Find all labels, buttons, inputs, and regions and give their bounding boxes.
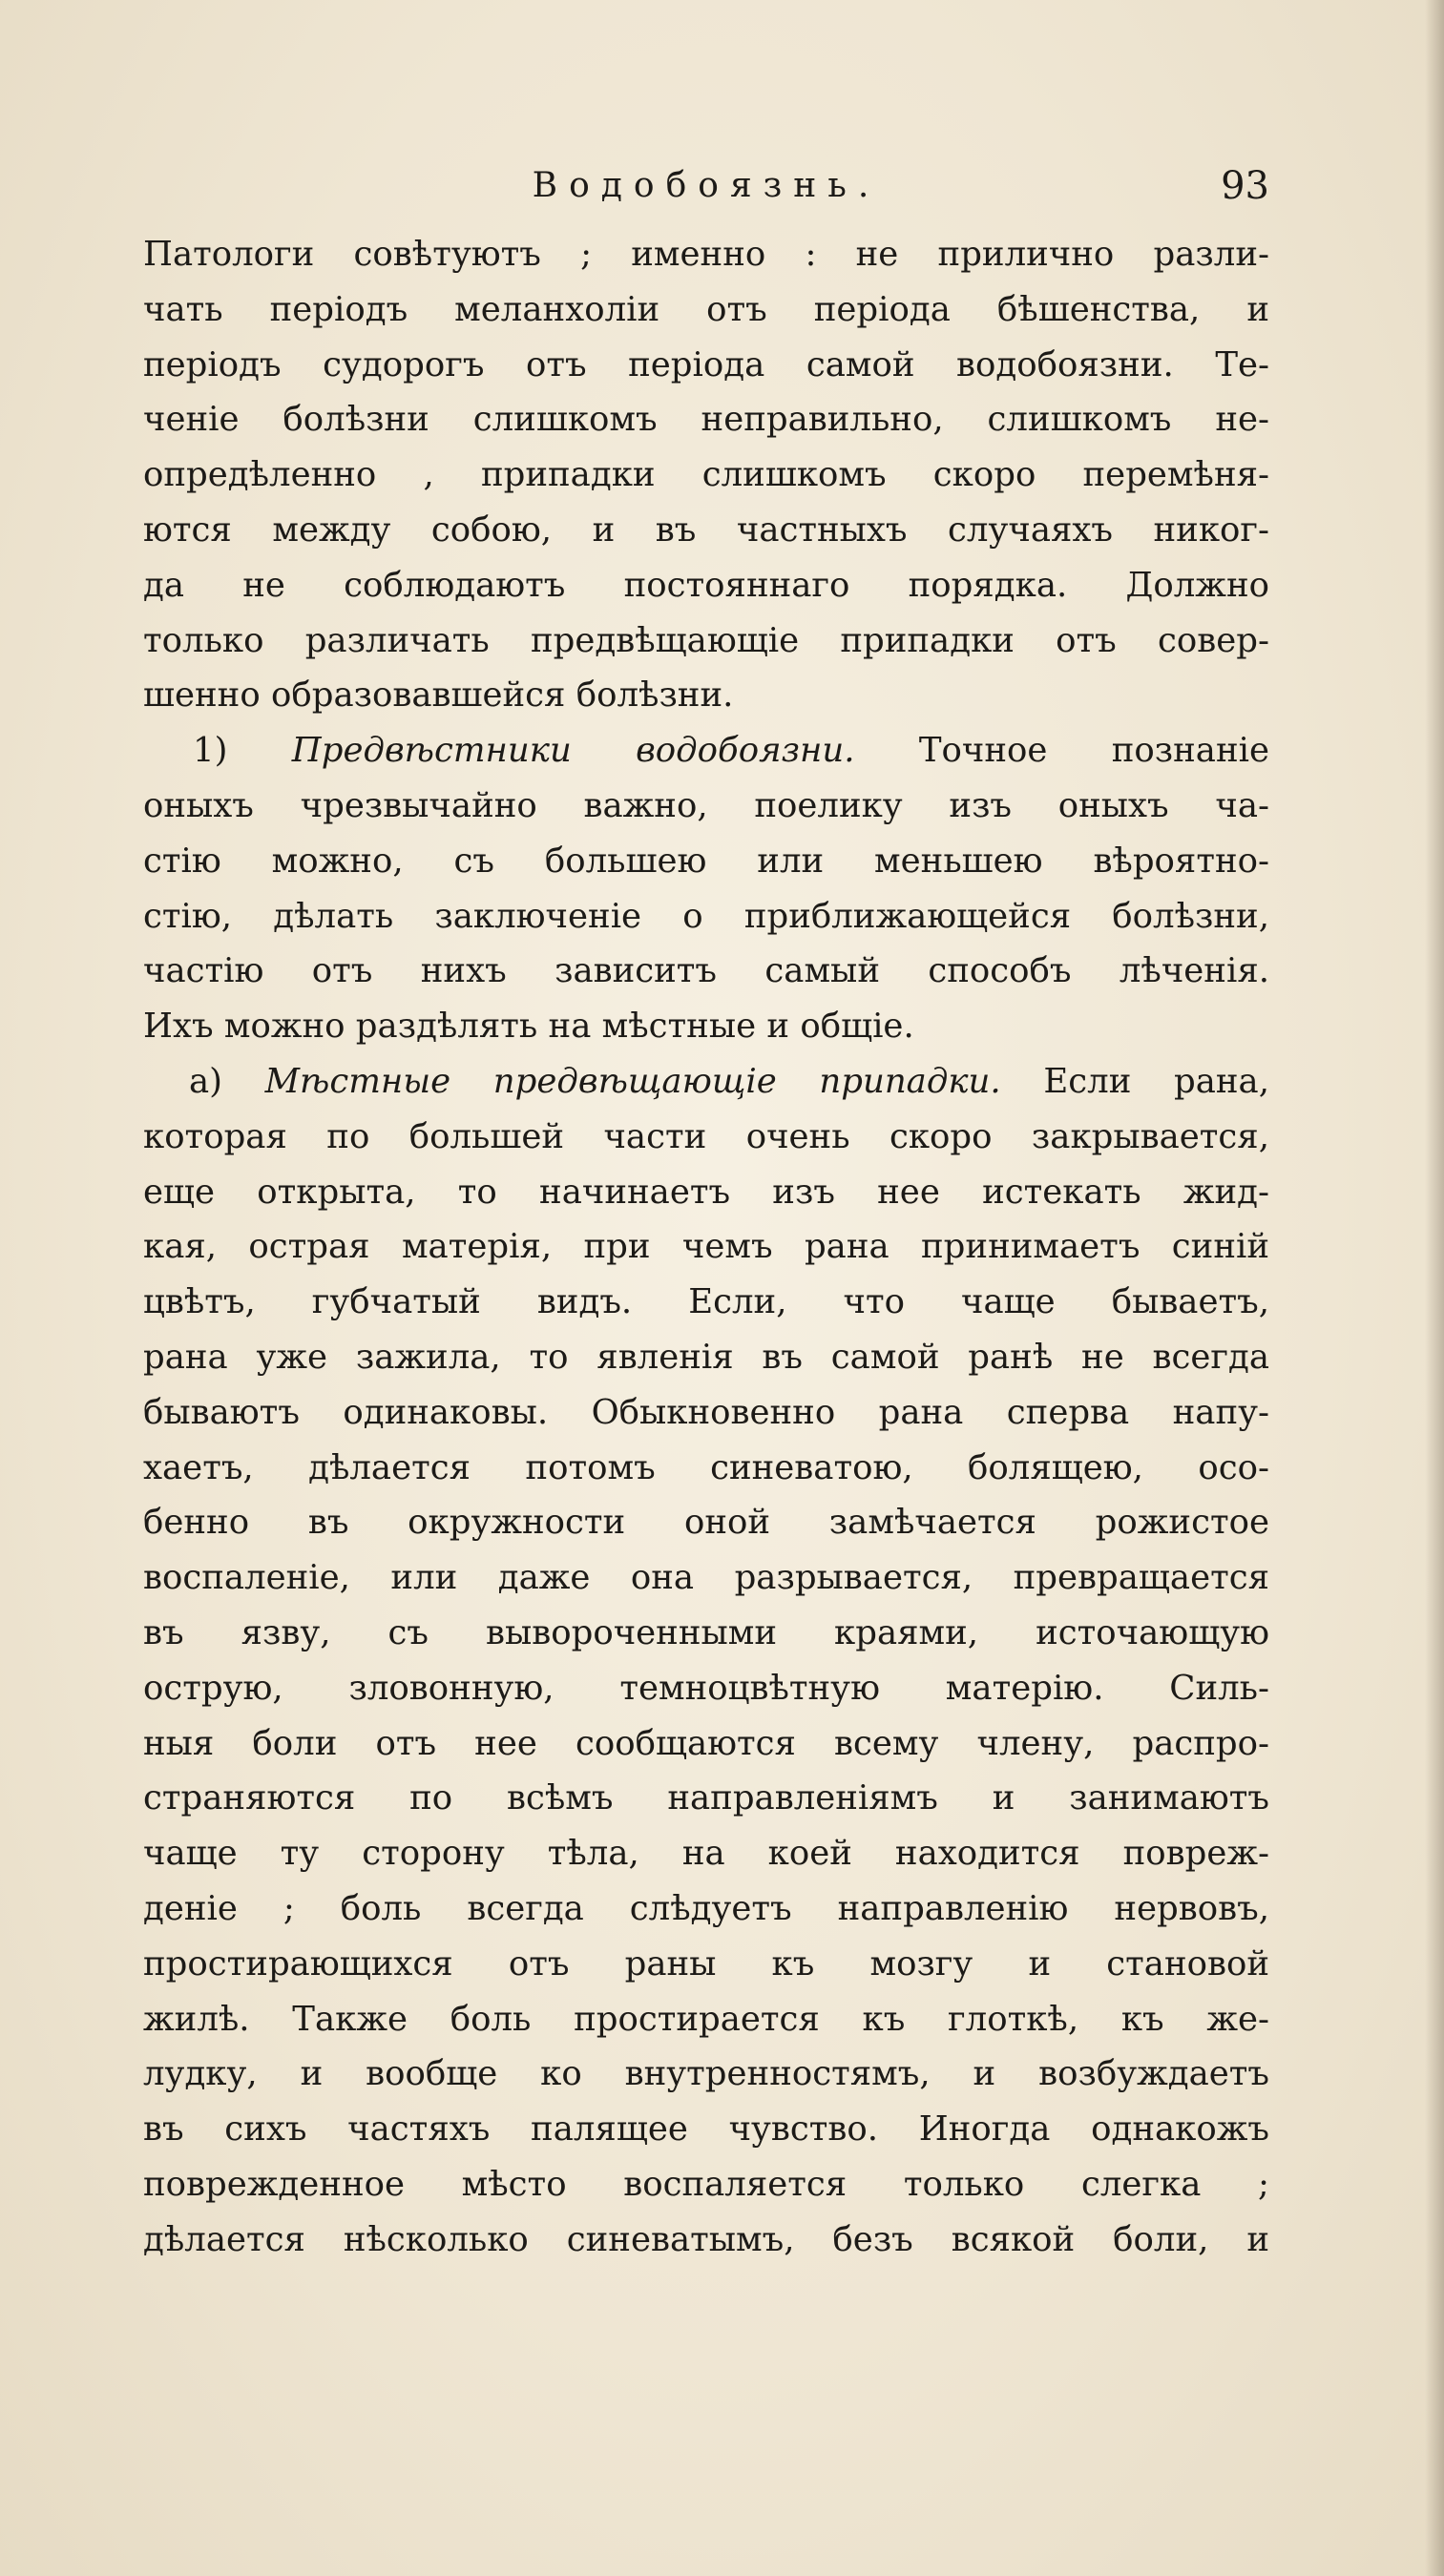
- text-line: страняются по всѣмъ направленіямъ и занимаютъ: [143, 1778, 1269, 1818]
- text-line: періодъ судорогъ отъ періода самой водобоязни. Те-: [143, 344, 1269, 384]
- text-line: стію, дѣлать заключеніе о приближающейся болѣзни,: [143, 896, 1269, 936]
- text-line: да не соблюдаютъ постояннаго порядка. Должно: [143, 565, 1269, 605]
- text-line: простирающихся отъ раны къ мозгу и становой: [143, 1943, 1269, 1984]
- text-line: бываютъ одинаковы. Обыкновенно рана сперва напу-: [143, 1392, 1269, 1432]
- page-header: [143, 157, 1269, 215]
- section-1-first-line: [143, 723, 1269, 779]
- text-line: въ язву, съ вывороченными краями, источающую: [143, 1612, 1269, 1652]
- text-line: частію отъ нихъ зависитъ самый способъ лѣченія.: [143, 951, 1269, 991]
- page-body: [143, 227, 1269, 2267]
- text-line: еще открыта, то начинаетъ изъ нее истекать жид-: [143, 1172, 1269, 1212]
- running-title: Водобоязнь.: [532, 166, 881, 205]
- section-letter: а): [189, 1061, 223, 1101]
- text-line: только различать предвѣщающіе припадки отъ совер-: [143, 620, 1269, 660]
- section-number: 1): [193, 731, 228, 771]
- text-line: ются между собою, и въ частныхъ случаяхъ никог-: [143, 509, 1269, 550]
- text-line: въ сихъ частяхъ палящее чувство. Иногда однакожъ: [143, 2109, 1269, 2150]
- text-line: бенно въ окружности оной замѣчается рожистое: [143, 1503, 1269, 1543]
- text-line: стію можно, съ большею или меньшею вѣроятно-: [143, 841, 1269, 881]
- text-line: лудку, и вообще ко внутренностямъ, и возбуждаетъ: [143, 2054, 1269, 2094]
- section-a-first-line: [143, 1054, 1269, 1110]
- text-line: опредѣленно , припадки слишкомъ скоро перемѣня-: [143, 455, 1269, 495]
- section-heading: Мѣстные предвѣщающіе припадки.: [264, 1061, 1001, 1101]
- text-line: воспаленіе, или даже она разрывается, превращается: [143, 1558, 1269, 1598]
- text-line: цвѣтъ, губчатый видъ. Если, что чаще бываетъ,: [143, 1282, 1269, 1322]
- text-line: рана уже зажила, то явленія въ самой ранѣ не всегда: [143, 1337, 1269, 1377]
- text-line: кая, острая матерія, при чемъ рана принимаетъ синій: [143, 1227, 1269, 1267]
- page-number: 93: [1221, 164, 1269, 208]
- text-line: оныхъ чрезвычайно важно, поелику изъ оныхъ ча-: [143, 785, 1269, 825]
- section-first-line-text: Если рана,: [1043, 1061, 1269, 1101]
- text-line: деніе ; боль всегда слѣдуетъ направленію нервовъ,: [143, 1888, 1269, 1928]
- text-line: Патологи совѣтуютъ ; именно : не прилично разли-: [143, 235, 1269, 274]
- text-line: шенно образовавшейся болѣзни.: [143, 675, 734, 716]
- text-line: поврежденное мѣсто воспаляется только слегка ;: [143, 2164, 1269, 2204]
- text-line: хаетъ, дѣлается потомъ синеватою, болящею, осо-: [143, 1447, 1269, 1487]
- text-line: Ихъ можно раздѣлять на мѣстные и общіе.: [143, 1007, 914, 1047]
- text-line: чаще ту сторону тѣла, на коей находится повреж-: [143, 1834, 1269, 1874]
- page-gutter-shadow: [1425, 0, 1444, 2576]
- text-line: ченіе болѣзни слишкомъ неправильно, слишкомъ не-: [143, 400, 1269, 440]
- text-line: острую, зловонную, темноцвѣтную матерію. Силь-: [143, 1668, 1269, 1708]
- text-line: чать періодъ меланхоліи отъ періода бѣшенства, и: [143, 289, 1269, 329]
- text-line: дѣлается нѣсколько синеватымъ, безъ всякой боли, и: [143, 2219, 1269, 2259]
- text-line: которая по большей части очень скоро закрывается,: [143, 1116, 1269, 1156]
- text-line: ныя боли отъ нее сообщаются всему члену, распро-: [143, 1723, 1269, 1763]
- text-line: жилѣ. Также боль простирается къ глоткѣ, къ же-: [143, 1999, 1269, 2039]
- section-first-line-text: Точное познаніе: [918, 731, 1269, 771]
- section-heading: Предвѣстники водобоязни.: [291, 731, 855, 771]
